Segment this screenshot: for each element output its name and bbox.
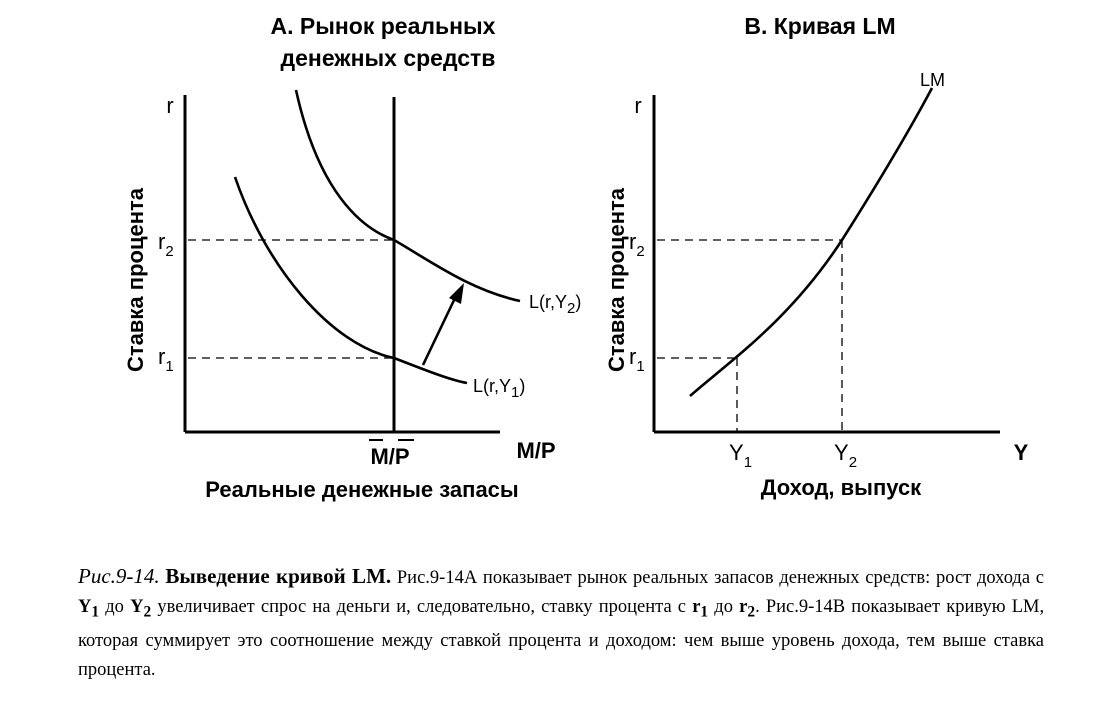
panel-a-x-axis-symbol: M/P — [516, 438, 556, 463]
panel-b-tick-y2: $Y_2$ — [834, 440, 858, 471]
money-demand-curve-y2-label: $L(r,Y_2)$ — [529, 292, 582, 317]
panel-a-tick-r2: $r_2$ — [158, 229, 174, 260]
panel-a-y-axis-symbol: r — [166, 93, 174, 118]
panel-a-x-axis-label: Реальные денежные запасы — [205, 477, 519, 502]
panel-a-y-axis-label: Ставка процента — [123, 187, 148, 373]
panel-b-title: В. Кривая LM — [744, 13, 896, 39]
caption-text-1: Рис.9-14А показывает рынок реальных запасов денежных средств: рост дохода с — [396, 568, 1045, 588]
panel-a — [123, 13, 581, 502]
money-demand-curve-y1-label: $L(r,Y_1)$ — [473, 376, 526, 401]
caption-title: Выведение кривой LM. — [165, 564, 392, 588]
caption-r2: $r_2$ — [739, 597, 756, 621]
lm-curve-label: LM — [920, 70, 946, 90]
caption-text-4: до — [714, 597, 733, 617]
panel-a-tick-r1: $r_1$ — [158, 344, 174, 375]
demand-shift-arrow-shaft — [423, 296, 456, 365]
money-demand-curve-y2 — [296, 90, 520, 301]
panel-b-x-axis-symbol: Y — [1013, 440, 1029, 465]
figure-caption — [78, 562, 1044, 685]
lm-curve — [690, 88, 932, 396]
caption-figure-number: Рис.9-14. — [78, 564, 160, 588]
money-supply-label: M/P — [370, 444, 410, 469]
money-demand-curve-y1 — [235, 177, 467, 383]
caption-text-3: увеличивает спрос на деньги и, следовательно, ставку процента с — [157, 597, 687, 617]
panel-b-tick-r1: $r_1$ — [629, 344, 645, 375]
caption-text-5: . Рис.9-14В показывает кривую LM, которая суммирует это соотношение между ставкой процента и доходом: чем выше уровень дохода, тем выше ставка процента. — [78, 597, 1045, 680]
caption-text-2: до — [105, 597, 124, 617]
panel-a-title-line1: А. Рынок реальных — [270, 13, 496, 39]
panel-b — [604, 13, 1029, 500]
caption-y1: $Y_1$ — [78, 597, 100, 621]
panel-b-tick-y1: $Y_1$ — [729, 440, 753, 471]
panel-b-y-axis-symbol: r — [634, 93, 642, 118]
demand-shift-arrowhead — [449, 283, 464, 304]
caption-r1: $r_1$ — [692, 597, 709, 621]
panel-b-y-axis-label: Ставка процента — [604, 187, 629, 373]
caption-y2: $Y_2$ — [130, 597, 152, 621]
panel-b-tick-r2: $r_2$ — [629, 229, 645, 260]
panel-a-title-line2: денежных средств — [280, 45, 496, 71]
panel-b-x-axis-label: Доход, выпуск — [760, 475, 922, 500]
